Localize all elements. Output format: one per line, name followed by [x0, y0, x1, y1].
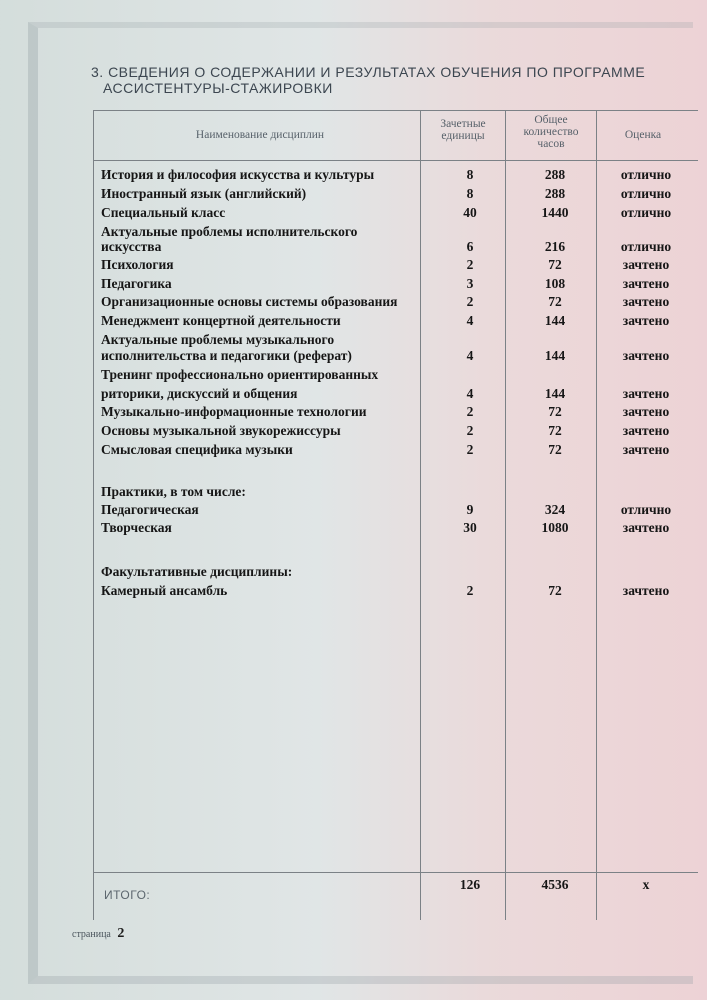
discipline-grade: зачтено [622, 257, 670, 272]
discipline-name-line1: Актуальные проблемы исполнительского [101, 224, 358, 239]
discipline-units: 2 [466, 257, 474, 272]
discipline-hours: 72 [548, 404, 562, 419]
discipline-grade: отлично [620, 205, 672, 220]
table-left-border [93, 110, 94, 920]
discipline-hours: 288 [544, 167, 566, 182]
discipline-units: 8 [466, 186, 474, 201]
table-col-divider-3 [596, 110, 597, 920]
discipline-grade: зачтено [622, 348, 670, 363]
discipline-name: История и философия искусства и культуры [101, 167, 375, 182]
discipline-units: 3 [466, 276, 474, 291]
discipline-grade: зачтено [622, 276, 670, 291]
discipline-grade: зачтено [622, 423, 670, 438]
elective-units: 2 [466, 583, 474, 598]
discipline-grade: зачтено [622, 442, 670, 457]
discipline-hours: 216 [544, 239, 566, 254]
discipline-name-line2: исполнительства и педагогики (реферат) [101, 348, 352, 363]
discipline-name: Педагогика [101, 276, 172, 291]
header-units [422, 118, 504, 142]
discipline-hours: 144 [544, 348, 566, 363]
discipline-grade: зачтено [622, 313, 670, 328]
discipline-units: 2 [466, 294, 474, 309]
page-label: страница [72, 929, 111, 940]
discipline-hours: 72 [548, 257, 562, 272]
discipline-name-line2: риторики, дискуссий и общения [101, 386, 298, 401]
discipline-name: Психология [101, 257, 174, 272]
header-units-line2: единицы [441, 130, 485, 142]
section-title-line1: 3. СВЕДЕНИЯ О СОДЕРЖАНИИ И РЕЗУЛЬТАТАХ ОБУЧЕНИЯ ПО ПРОГРАММЕ [91, 64, 646, 80]
discipline-name: Иностранный язык (английский) [101, 186, 307, 201]
header-units-line1: Зачетные [440, 118, 486, 130]
section-title [91, 64, 651, 96]
discipline-name: Основы музыкальной звукорежиссуры [101, 423, 341, 438]
table-col-divider-2 [505, 110, 506, 920]
discipline-name-line1: Актуальные проблемы музыкального [101, 332, 335, 347]
discipline-name-line1: Тренинг профессионально ориентированных [101, 367, 379, 382]
practice-hours: 1080 [541, 520, 569, 535]
total-hours: 4536 [541, 877, 569, 892]
discipline-hours: 72 [548, 294, 562, 309]
discipline-units: 2 [466, 442, 474, 457]
discipline-grade: зачтено [622, 404, 670, 419]
header-grade: Оценка [624, 129, 662, 141]
discipline-hours: 72 [548, 423, 562, 438]
total-label: ИТОГО: [104, 888, 151, 902]
discipline-units: 4 [466, 386, 474, 401]
table-top-border [93, 110, 698, 111]
discipline-grade: отлично [620, 167, 672, 182]
total-units: 126 [459, 877, 481, 892]
discipline-name: Смысловая специфика музыки [101, 442, 293, 457]
practice-grade: зачтено [622, 520, 670, 535]
table-col-divider-1 [420, 110, 421, 920]
discipline-units: 4 [466, 313, 474, 328]
discipline-units: 8 [466, 167, 474, 182]
discipline-grade: зачтено [622, 386, 670, 401]
discipline-units: 2 [466, 423, 474, 438]
page-number: 2 [117, 926, 125, 941]
discipline-hours: 288 [544, 186, 566, 201]
discipline-units: 2 [466, 404, 474, 419]
discipline-hours: 144 [544, 313, 566, 328]
practice-grade: отлично [620, 502, 672, 517]
discipline-name: Организационные основы системы образования [101, 294, 398, 309]
elective-hours: 72 [548, 583, 562, 598]
page-footer [72, 926, 124, 942]
practice-name: Педагогическая [101, 502, 199, 517]
discipline-hours: 72 [548, 442, 562, 457]
elective-grade: зачтено [622, 583, 670, 598]
discipline-grade: отлично [620, 239, 672, 254]
total-grade: х [642, 877, 650, 892]
practice-units: 9 [466, 502, 474, 517]
electives-title: Факультативные дисциплины: [101, 564, 293, 579]
discipline-grade: отлично [620, 186, 672, 201]
header-hours-line2: количество [523, 126, 579, 138]
elective-name: Камерный ансамбль [101, 583, 228, 598]
table-total-divider [93, 872, 698, 873]
header-hours [507, 114, 595, 150]
discipline-hours: 108 [544, 276, 566, 291]
section-title-line2: АССИСТЕНТУРЫ-СТАЖИРОВКИ [103, 80, 333, 96]
discipline-name-line2: искусства [101, 239, 162, 254]
discipline-hours: 1440 [541, 205, 569, 220]
table-header-divider [93, 160, 698, 161]
practices-title: Практики, в том числе: [101, 484, 246, 499]
header-hours-line1: Общее [534, 114, 568, 126]
discipline-units: 6 [466, 239, 474, 254]
discipline-name: Специальный класс [101, 205, 226, 220]
header-name: Наименование дисциплин [195, 129, 325, 141]
discipline-name: Музыкально-информационные технологии [101, 404, 367, 419]
discipline-hours: 144 [544, 386, 566, 401]
discipline-name: Менеджмент концертной деятельности [101, 313, 341, 328]
header-hours-line3: часов [537, 138, 565, 150]
discipline-grade: зачтено [622, 294, 670, 309]
practice-hours: 324 [544, 502, 566, 517]
practice-name: Творческая [101, 520, 172, 535]
practice-units: 30 [463, 520, 477, 535]
discipline-units: 40 [463, 205, 477, 220]
discipline-units: 4 [466, 348, 474, 363]
